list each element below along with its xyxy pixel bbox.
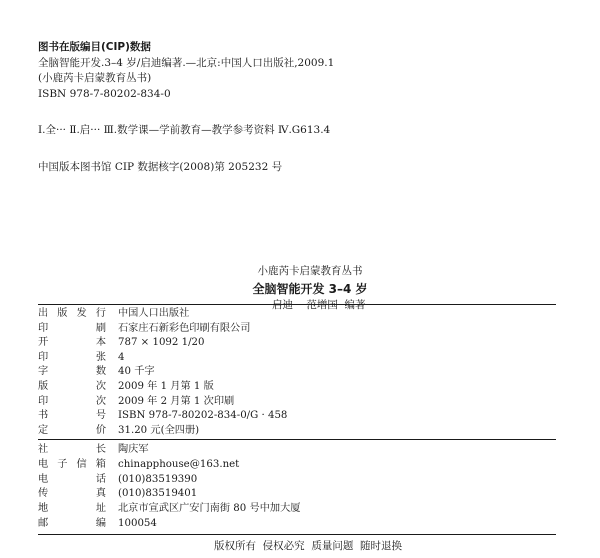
row-label: 印 刷 bbox=[38, 322, 106, 334]
colophon-row bbox=[38, 365, 558, 378]
colophon-row bbox=[38, 443, 558, 456]
row-value: 4 bbox=[118, 351, 125, 363]
row-label: 定 价 bbox=[38, 424, 106, 436]
cip-line-series: (小鹿芮卡启蒙教育丛书) bbox=[38, 72, 152, 84]
series-name: 小鹿芮卡启蒙教育丛书 bbox=[257, 265, 363, 277]
row-value: 2009 年 2 月第 1 次印刷 bbox=[118, 395, 235, 407]
cip-approval-number: 中国版本图书馆 CIP 数据核字(2008)第 205232 号 bbox=[38, 160, 283, 173]
colophon-row bbox=[38, 409, 558, 422]
row-label: 版 次 bbox=[38, 381, 106, 392]
colophon-row bbox=[38, 473, 558, 486]
row-value: ISBN 978-7-80202-834-0/G · 458 bbox=[118, 410, 288, 422]
colophon-row bbox=[38, 502, 558, 515]
divider-middle bbox=[38, 439, 556, 440]
divider-top bbox=[38, 304, 556, 305]
cip-line-isbn: ISBN 978-7-80202-834-0 bbox=[38, 87, 171, 100]
row-label: 地 址 bbox=[38, 503, 106, 515]
row-label: 出 版 发 行 bbox=[38, 308, 106, 319]
row-value: 787 × 1092 1/20 bbox=[118, 337, 205, 349]
row-value: 陶庆军 bbox=[118, 444, 149, 455]
colophon bbox=[0, 264, 600, 311]
row-value: (010)83519401 bbox=[118, 488, 198, 500]
colophon-row bbox=[38, 336, 558, 349]
row-label: 印 次 bbox=[38, 395, 106, 407]
row-label: 印 张 bbox=[38, 351, 106, 363]
colophon-row bbox=[38, 517, 558, 530]
row-value: 40 千字 bbox=[118, 366, 155, 378]
row-label: 电 话 bbox=[38, 473, 106, 485]
divider-bottom bbox=[38, 534, 556, 535]
cip-block bbox=[38, 40, 334, 175]
row-label: 字 数 bbox=[38, 366, 106, 378]
colophon-row bbox=[38, 395, 558, 408]
row-value: 中国人口出版社 bbox=[118, 308, 190, 319]
row-label: 社 长 bbox=[38, 444, 106, 455]
book-title: 全脑智能开发 3–4 岁 bbox=[252, 282, 368, 296]
row-label: 邮 编 bbox=[38, 518, 106, 529]
row-value: chinapphouse@163.net bbox=[118, 458, 240, 470]
row-label: 电 子 信 箱 bbox=[38, 458, 106, 470]
colophon-row bbox=[38, 424, 558, 437]
colophon-row bbox=[38, 307, 558, 320]
colophon-row bbox=[38, 380, 558, 393]
row-value: (010)83519390 bbox=[118, 473, 198, 485]
row-value: 31.20 元(全四册) bbox=[118, 424, 200, 436]
row-label: 开 本 bbox=[38, 337, 106, 349]
cip-classification: Ⅰ.全··· Ⅱ.启··· Ⅲ.数学课—学前教育—教学参考资料 Ⅳ.G613.4 bbox=[38, 124, 331, 136]
row-label: 书 号 bbox=[38, 410, 106, 422]
row-label: 传 真 bbox=[38, 488, 106, 500]
row-value: 北京市宣武区广安门南街 80 号中加大厦 bbox=[118, 503, 301, 515]
rights-notice: 版权所有 侵权必究 质量问题 随时退换 bbox=[213, 540, 403, 552]
colophon-row bbox=[38, 322, 558, 335]
colophon-row bbox=[38, 351, 558, 364]
row-value: 2009 年 1 月第 1 版 bbox=[118, 381, 214, 392]
colophon-row bbox=[38, 458, 558, 471]
cip-heading: 图书在版编目(CIP)数据 bbox=[38, 41, 151, 53]
row-value: 100054 bbox=[118, 518, 157, 529]
book-authors: 启迪 范增国 编著 bbox=[272, 299, 366, 311]
colophon-row bbox=[38, 487, 558, 500]
cip-line-title: 全脑智能开发.3–4 岁/启迪编著.—北京:中国人口出版社,2009.1 bbox=[38, 56, 335, 69]
row-value: 石家庄石新彩色印刷有限公司 bbox=[118, 322, 251, 334]
